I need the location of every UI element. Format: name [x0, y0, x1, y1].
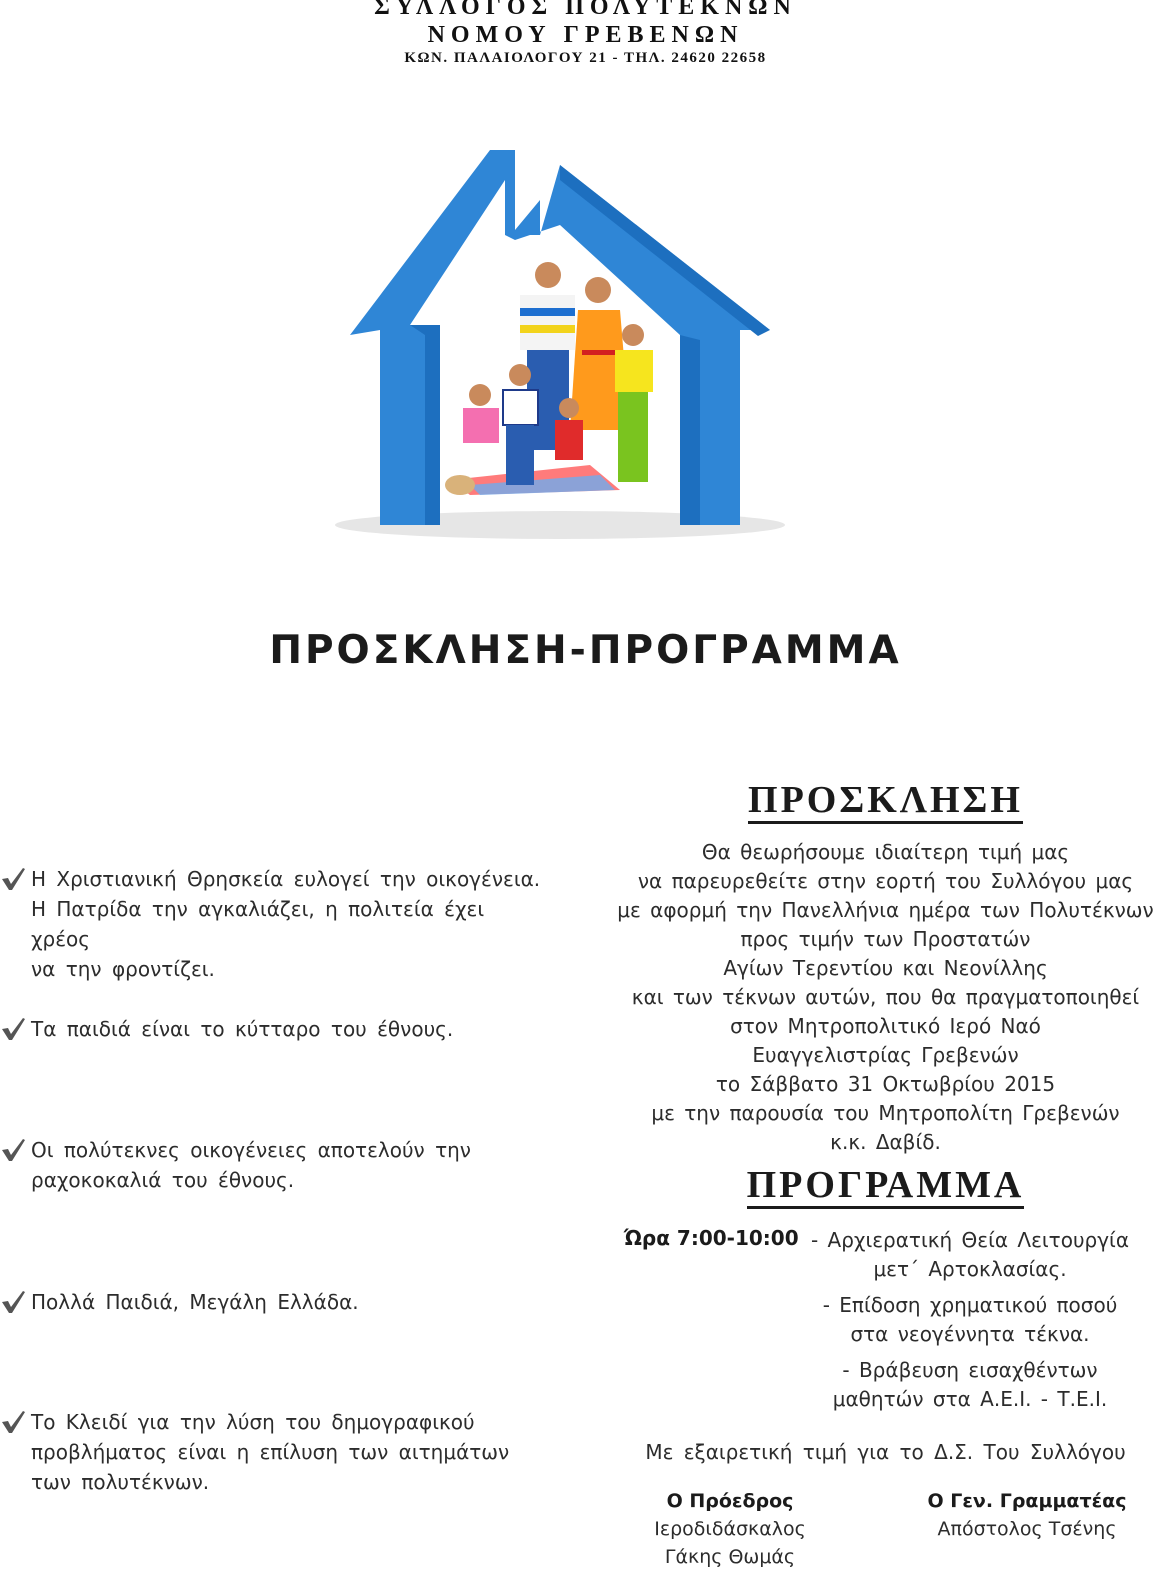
bullet-item — [0, 1135, 560, 1195]
invitation-line: στον Μητροπολιτικό Ιερό Ναό — [730, 1014, 1041, 1038]
invitation-title — [600, 778, 1171, 822]
bullet-line: προβλήματος είναι η επίλυση των αιτημάτων — [31, 1440, 510, 1464]
bullet-item — [0, 1407, 560, 1497]
checkmark-icon — [0, 866, 26, 892]
closing-text: Με εξαιρετική τιμή για το Δ.Σ. Του Συλλόγου — [645, 1440, 1126, 1464]
bullet-line: να την φροντίζει. — [31, 957, 215, 981]
bullet-line: Τα παιδιά είναι το κύτταρο του έθνους. — [31, 1017, 454, 1041]
president-signature — [610, 1487, 850, 1571]
secretary-signature — [907, 1487, 1147, 1543]
program-item — [800, 1291, 1140, 1349]
president-role: Ο Πρόεδρος — [666, 1490, 794, 1512]
program-item-line: - Βράβευση εισαχθέντων — [842, 1358, 1098, 1382]
invitation-line: το Σάββατο 31 Οκτωβρίου 2015 — [715, 1072, 1056, 1096]
program-title-text: ΠΡΟΓΡΑΜΜΑ — [747, 1164, 1025, 1209]
program-item-line: μετ΄ Αρτοκλασίας. — [873, 1257, 1067, 1281]
invitation-line: Θα θεωρήσουμε ιδιαίτερη τιμή μας — [701, 840, 1070, 864]
bullet-line: ραχοκοκαλιά του έθνους. — [31, 1168, 295, 1192]
invitation-line: και των τέκνων αυτών, που θα πραγματοποιηθεί — [631, 985, 1140, 1009]
president-name: Γάκης Θωμάς — [664, 1546, 796, 1568]
bullet-item — [0, 1014, 560, 1044]
checkmark-icon — [0, 1137, 26, 1163]
invitation-line: προς τιμήν των Προστατών — [740, 927, 1031, 951]
page-title: ΠΡΟΣΚΛΗΣΗ-ΠΡΟΓΡΑΜΜΑ — [269, 628, 902, 673]
bullet-line: Η Χριστιανική Θρησκεία ευλογεί την οικογένεια. — [31, 867, 541, 891]
bullet-line: Πολλά Παιδιά, Μεγάλη Ελλάδα. — [31, 1290, 359, 1314]
invitation-line: Ευαγγελιστρίας Γρεβενών — [752, 1043, 1019, 1067]
bullet-line: Το Κλειδί για την λύση του δημογραφικού — [31, 1410, 475, 1434]
program-title — [600, 1163, 1171, 1207]
invitation-text — [600, 838, 1171, 1157]
bullet-item — [0, 864, 560, 981]
program-item-line: μαθητών στα Α.Ε.Ι. - Τ.Ε.Ι. — [832, 1387, 1108, 1411]
program-item — [800, 1356, 1140, 1414]
invitation-line: κ.κ. Δαβίδ. — [830, 1130, 941, 1154]
bullet-line: Η Πατρίδα την αγκαλιάζει, η πολιτεία έχει χρέος — [31, 897, 485, 951]
invitation-line: Αγίων Τερεντίου και Νεονίλλης — [723, 956, 1048, 980]
program-item-line: - Επίδοση χρηματικού ποσού — [822, 1293, 1118, 1317]
president-title: Ιεροδιδάσκαλος — [654, 1518, 806, 1540]
program-time: Ώρα 7:00-10:00 — [624, 1226, 799, 1250]
association-region: ΝΟΜΟΥ ΓΡΕΒΕΝΩΝ — [427, 22, 744, 48]
invitation-title-text: ΠΡΟΣΚΛΗΣΗ — [748, 779, 1023, 824]
secretary-role: Ο Γεν. Γραμματέας — [927, 1490, 1127, 1512]
invitation-line: με αφορμή την Πανελλήνια ημέρα των Πολυτέκνων — [617, 898, 1154, 922]
house-family-illustration — [330, 140, 790, 550]
program-item — [800, 1226, 1140, 1284]
checkmark-icon — [0, 1016, 26, 1042]
checkmark-icon — [0, 1409, 26, 1435]
bullet-item — [0, 1287, 560, 1317]
program-item-line: - Αρχιερατική Θεία Λειτουργία — [810, 1228, 1130, 1252]
program-item-line: στα νεογέννητα τέκνα. — [850, 1322, 1090, 1346]
checkmark-icon — [0, 1289, 26, 1315]
bullet-line: των πολυτέκνων. — [31, 1470, 210, 1494]
invitation-line: με την παρουσία του Μητροπολίτη Γρεβενών — [651, 1101, 1120, 1125]
secretary-name: Απόστολος Τσένης — [937, 1518, 1117, 1540]
association-name: ΣΥΛΛΟΓΟΣ ΠΟΛΥΤΕΚΝΩΝ — [374, 0, 797, 20]
invitation-line: να παρευρεθείτε στην εορτή του Συλλόγου μας — [637, 869, 1134, 893]
bullet-line: Οι πολύτεκνες οικογένειες αποτελούν την — [31, 1138, 471, 1162]
association-address: ΚΩΝ. ΠΑΛΑΙΟΛΟΓΟΥ 21 - ΤΗΛ. 24620 22658 — [404, 50, 767, 66]
